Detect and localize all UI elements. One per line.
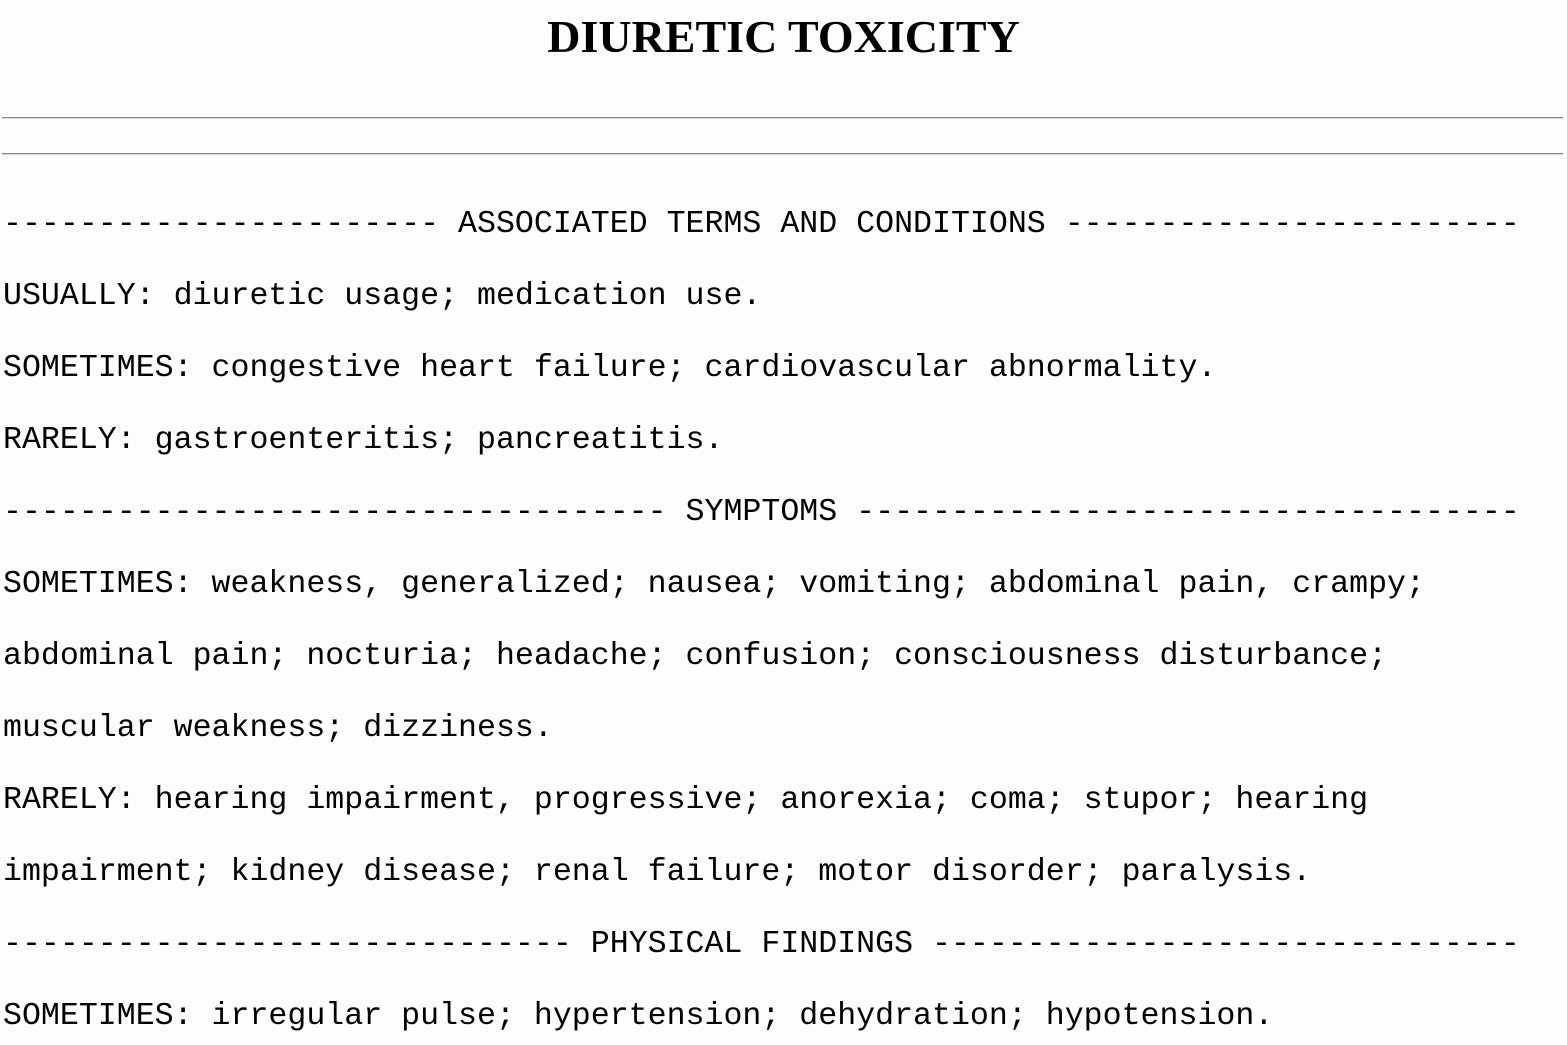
text-line-rarely-symptoms: RARELY: hearing impairment, progressive; anorexia; coma; stupor; hearing xyxy=(3,783,1369,818)
section-header-symptoms: ----------------------------------- SYMPTOMS ----------------------------------- xyxy=(3,495,1520,530)
text-line-sometimes-symptoms: SOMETIMES: weakness, generalized; nausea; vomiting; abdominal pain, crampy; xyxy=(3,567,1425,602)
text-line-symptoms-continued: abdominal pain; nocturia; headache; confusion; consciousness disturbance; xyxy=(3,639,1388,674)
page-title: DIURETIC TOXICITY xyxy=(547,11,1020,62)
horizontal-rule xyxy=(2,117,1563,119)
text-line-rarely-conditions: RARELY: gastroenteritis; pancreatitis. xyxy=(3,423,724,458)
horizontal-rule xyxy=(2,153,1563,155)
text-line-sometimes-conditions: SOMETIMES: congestive heart failure; cardiovascular abnormality. xyxy=(3,351,1217,386)
text-line-usually: USUALLY: diuretic usage; medication use. xyxy=(3,279,762,314)
text-line-symptoms-continued: impairment; kidney disease; renal failure; motor disorder; paralysis. xyxy=(3,855,1312,890)
text-line-symptoms-continued: muscular weakness; dizziness. xyxy=(3,711,553,746)
section-header-associated-terms: ----------------------- ASSOCIATED TERMS AND CONDITIONS ------------------------ xyxy=(3,207,1520,242)
section-header-physical-findings: ------------------------------ PHYSICAL FINDINGS ------------------------------- xyxy=(3,927,1520,962)
text-line-sometimes-findings: SOMETIMES: irregular pulse; hypertension; dehydration; hypotension. xyxy=(3,999,1274,1034)
